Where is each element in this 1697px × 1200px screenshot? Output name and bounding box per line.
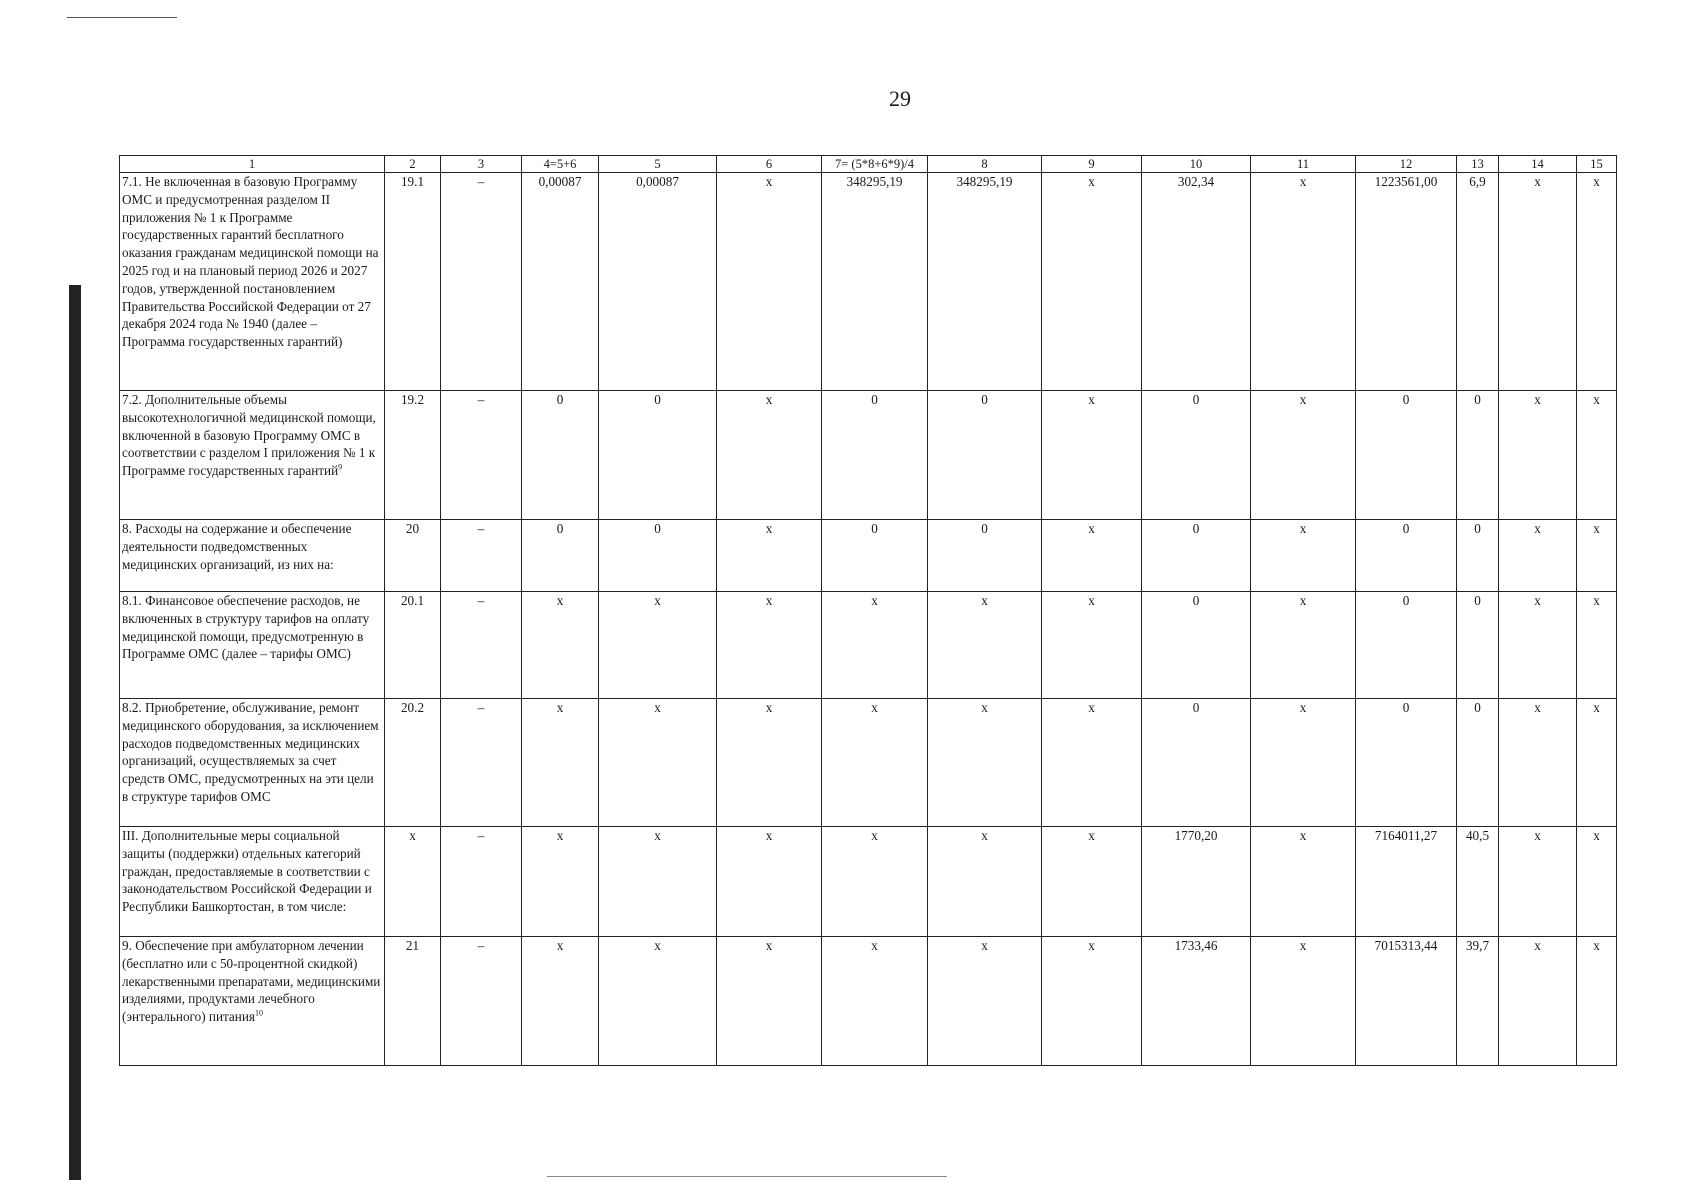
cell-col-10: 0 bbox=[1142, 391, 1251, 520]
cell-col-11: х bbox=[1251, 173, 1356, 391]
cell-col-4: х bbox=[522, 699, 599, 827]
column-header: 4=5+6 bbox=[522, 156, 599, 173]
cell-col-7: х bbox=[822, 827, 928, 937]
row-description bbox=[120, 592, 385, 699]
table-body bbox=[120, 173, 1617, 1066]
cell-col-4: х bbox=[522, 937, 599, 1066]
cell-col-15: х bbox=[1577, 937, 1617, 1066]
cell-col-13: 39,7 bbox=[1457, 937, 1499, 1066]
cell-col-7: х bbox=[822, 937, 928, 1066]
cell-col-14: х bbox=[1499, 827, 1577, 937]
cell-col-13: 0 bbox=[1457, 391, 1499, 520]
cell-col-12: 7015313,44 bbox=[1356, 937, 1457, 1066]
cell-col-4: 0 bbox=[522, 391, 599, 520]
table-row bbox=[120, 592, 1617, 699]
row-description bbox=[120, 827, 385, 937]
footnote-marker: 9 bbox=[338, 462, 343, 472]
cell-col-15: х bbox=[1577, 520, 1617, 592]
column-header: 8 bbox=[928, 156, 1042, 173]
cell-col-9: х bbox=[1042, 592, 1142, 699]
row-description-text: 8.2. Приобретение, обслуживание, ремонт медицинского оборудования, за исключением расходов подведомственных медицинских организаций, осуществляемых за счет средств ОМС, предусмотренных на эти цели в структуре тарифов ОМС bbox=[122, 700, 379, 804]
cell-col-6: х bbox=[717, 592, 822, 699]
scan-line-top bbox=[67, 17, 177, 18]
cell-col-2: 20.1 bbox=[385, 592, 441, 699]
cell-col-2: 21 bbox=[385, 937, 441, 1066]
cell-col-9: х bbox=[1042, 391, 1142, 520]
cell-col-8: 348295,19 bbox=[928, 173, 1042, 391]
table-row bbox=[120, 520, 1617, 592]
cell-col-14: х bbox=[1499, 520, 1577, 592]
cell-col-11: х bbox=[1251, 592, 1356, 699]
cell-col-2: 19.1 bbox=[385, 173, 441, 391]
cell-col-4: 0 bbox=[522, 520, 599, 592]
cell-col-9: х bbox=[1042, 937, 1142, 1066]
cell-col-13: 0 bbox=[1457, 520, 1499, 592]
cell-col-13: 0 bbox=[1457, 699, 1499, 827]
header-row bbox=[120, 156, 1617, 173]
cell-col-6: х bbox=[717, 937, 822, 1066]
cell-col-5: х bbox=[599, 827, 717, 937]
cell-col-10: 0 bbox=[1142, 699, 1251, 827]
column-header: 2 bbox=[385, 156, 441, 173]
cell-col-3: – bbox=[441, 173, 522, 391]
row-description-text: 8. Расходы на содержание и обеспечение деятельности подведомственных медицинских организаций, из них на: bbox=[122, 521, 352, 572]
cell-col-15: х bbox=[1577, 699, 1617, 827]
cell-col-15: х bbox=[1577, 173, 1617, 391]
cell-col-6: х bbox=[717, 173, 822, 391]
cell-col-6: х bbox=[717, 391, 822, 520]
cell-col-8: х bbox=[928, 592, 1042, 699]
cell-col-8: х bbox=[928, 699, 1042, 827]
cell-col-7: 0 bbox=[822, 520, 928, 592]
row-description-text: 9. Обеспечение при амбулаторном лечении (бесплатно или с 50-процентной скидкой) лекарственными препаратами, медицинскими изделиями, продуктами лечебного (энтерального) питания bbox=[122, 938, 381, 1025]
cell-col-14: х bbox=[1499, 391, 1577, 520]
cell-col-12: 0 bbox=[1356, 699, 1457, 827]
row-description-text: 8.1. Финансовое обеспечение расходов, не включенных в структуру тарифов на оплату медицинской помощи, предусмотренную в Программе ОМС (далее – тарифы ОМС) bbox=[122, 593, 370, 662]
cell-col-9: х bbox=[1042, 827, 1142, 937]
cell-col-6: х bbox=[717, 520, 822, 592]
cell-col-5: 0 bbox=[599, 520, 717, 592]
table-row bbox=[120, 699, 1617, 827]
column-header: 5 bbox=[599, 156, 717, 173]
column-header: 1 bbox=[120, 156, 385, 173]
column-header: 9 bbox=[1042, 156, 1142, 173]
cell-col-7: 0 bbox=[822, 391, 928, 520]
cell-col-7: х bbox=[822, 699, 928, 827]
cell-col-14: х bbox=[1499, 699, 1577, 827]
cell-col-8: 0 bbox=[928, 520, 1042, 592]
cell-col-15: х bbox=[1577, 827, 1617, 937]
cell-col-12: 0 bbox=[1356, 592, 1457, 699]
cell-col-11: х bbox=[1251, 827, 1356, 937]
cell-col-12: 0 bbox=[1356, 391, 1457, 520]
column-header: 3 bbox=[441, 156, 522, 173]
cell-col-3: – bbox=[441, 520, 522, 592]
cell-col-14: х bbox=[1499, 592, 1577, 699]
cell-col-13: 6,9 bbox=[1457, 173, 1499, 391]
cell-col-12: 7164011,27 bbox=[1356, 827, 1457, 937]
cell-col-13: 0 bbox=[1457, 592, 1499, 699]
cell-col-15: х bbox=[1577, 391, 1617, 520]
cell-col-9: х bbox=[1042, 699, 1142, 827]
cell-col-6: х bbox=[717, 827, 822, 937]
column-header: 12 bbox=[1356, 156, 1457, 173]
cell-col-11: х bbox=[1251, 699, 1356, 827]
cell-col-8: х bbox=[928, 937, 1042, 1066]
table-row bbox=[120, 827, 1617, 937]
column-header: 6 bbox=[717, 156, 822, 173]
column-header: 15 bbox=[1577, 156, 1617, 173]
table-row bbox=[120, 937, 1617, 1066]
cell-col-11: х bbox=[1251, 937, 1356, 1066]
cell-col-6: х bbox=[717, 699, 822, 827]
cell-col-5: х bbox=[599, 937, 717, 1066]
cell-col-4: х bbox=[522, 592, 599, 699]
cell-col-7: 348295,19 bbox=[822, 173, 928, 391]
page-number: 29 bbox=[889, 86, 911, 111]
cell-col-8: 0 bbox=[928, 391, 1042, 520]
scan-line-bottom bbox=[547, 1176, 947, 1177]
cell-col-5: х bbox=[599, 699, 717, 827]
cell-col-3: – bbox=[441, 592, 522, 699]
cell-col-12: 1223561,00 bbox=[1356, 173, 1457, 391]
table-row bbox=[120, 391, 1617, 520]
cell-col-12: 0 bbox=[1356, 520, 1457, 592]
column-header: 10 bbox=[1142, 156, 1251, 173]
cell-col-2: х bbox=[385, 827, 441, 937]
cell-col-11: х bbox=[1251, 391, 1356, 520]
cell-col-3: – bbox=[441, 827, 522, 937]
row-description bbox=[120, 520, 385, 592]
cell-col-9: х bbox=[1042, 520, 1142, 592]
cell-col-14: х bbox=[1499, 173, 1577, 391]
row-description-text: 7.2. Дополнительные объемы высокотехнологичной медицинской помощи, включенной в базовую Программу ОМС в соответствии с разделом I приложения № 1 к Программе государственных гарантий bbox=[122, 392, 376, 479]
row-description-text: III. Дополнительные меры социальной защиты (поддержки) отдельных категорий граждан, предоставляемые в соответствии с законодательством Российской Федерации и Республики Башкортостан, в том числе: bbox=[122, 828, 372, 915]
cell-col-2: 20 bbox=[385, 520, 441, 592]
cell-col-8: х bbox=[928, 827, 1042, 937]
cell-col-3: – bbox=[441, 699, 522, 827]
cell-col-10: 0 bbox=[1142, 520, 1251, 592]
row-description bbox=[120, 699, 385, 827]
table-row bbox=[120, 173, 1617, 391]
row-description bbox=[120, 173, 385, 391]
cell-col-2: 20.2 bbox=[385, 699, 441, 827]
cell-col-3: – bbox=[441, 937, 522, 1066]
cell-col-10: 0 bbox=[1142, 592, 1251, 699]
cell-col-10: 1770,20 bbox=[1142, 827, 1251, 937]
cell-col-14: х bbox=[1499, 937, 1577, 1066]
column-header: 13 bbox=[1457, 156, 1499, 173]
cell-col-7: х bbox=[822, 592, 928, 699]
data-table bbox=[119, 155, 1617, 1066]
cell-col-15: х bbox=[1577, 592, 1617, 699]
cell-col-9: х bbox=[1042, 173, 1142, 391]
cell-col-5: х bbox=[599, 592, 717, 699]
cell-col-10: 302,34 bbox=[1142, 173, 1251, 391]
column-header: 14 bbox=[1499, 156, 1577, 173]
scan-edge-left bbox=[69, 285, 81, 1180]
row-description bbox=[120, 937, 385, 1066]
cell-col-3: – bbox=[441, 391, 522, 520]
column-header: 11 bbox=[1251, 156, 1356, 173]
cell-col-5: 0 bbox=[599, 391, 717, 520]
cell-col-4: х bbox=[522, 827, 599, 937]
footnote-marker: 10 bbox=[254, 1008, 263, 1018]
cell-col-13: 40,5 bbox=[1457, 827, 1499, 937]
row-description bbox=[120, 391, 385, 520]
row-description-text: 7.1. Не включенная в базовую Программу ОМС и предусмотренная разделом II приложения № 1 к Программе государственных гарантий бесплатного оказания гражданам медицинской помощи на 2025 год и на плановый период 2026 и 2027 годов, утвержденной постановлением Правительства Российской Федерации от 27 декабря 2024 года № 1940 (далее – Программа государственных гарантий) bbox=[122, 174, 379, 350]
cell-col-11: х bbox=[1251, 520, 1356, 592]
cell-col-2: 19.2 bbox=[385, 391, 441, 520]
cell-col-4: 0,00087 bbox=[522, 173, 599, 391]
column-header: 7= (5*8+6*9)/4 bbox=[822, 156, 928, 173]
cell-col-5: 0,00087 bbox=[599, 173, 717, 391]
cell-col-10: 1733,46 bbox=[1142, 937, 1251, 1066]
